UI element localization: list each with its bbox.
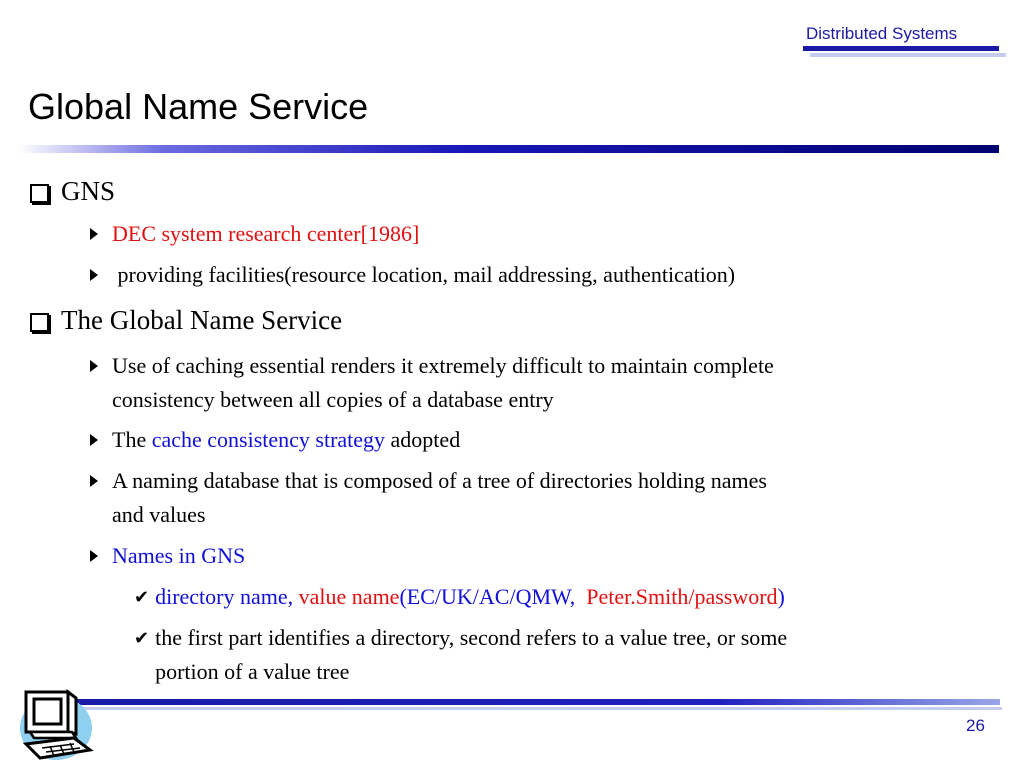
list-item: Names in GNS bbox=[88, 539, 245, 573]
triangle-bullet-icon bbox=[90, 228, 98, 240]
slide-title: Global Name Service bbox=[28, 86, 369, 127]
course-label: Distributed Systems bbox=[806, 24, 958, 43]
square-bullet-icon bbox=[30, 184, 49, 203]
square-bullet-icon bbox=[30, 313, 49, 332]
page-number: 26 bbox=[966, 716, 985, 735]
header-accent-bar bbox=[803, 46, 999, 51]
list-item: providing facilities(resource location, mail addressing, authentication) bbox=[88, 258, 735, 292]
sub-list-item: ✔ the first part identifies a directory, second refers to a value tree, or some portion of a value tree bbox=[134, 621, 787, 689]
list-item: DEC system research center[1986] bbox=[88, 217, 419, 251]
list-item: The cache consistency strategy adopted bbox=[88, 423, 460, 457]
title-divider bbox=[18, 145, 999, 153]
triangle-bullet-icon bbox=[90, 360, 98, 372]
computer-icon bbox=[16, 686, 94, 764]
list-item: Use of caching essential renders it extremely difficult to maintain complete consistency between all copies of a database entry bbox=[88, 349, 774, 417]
triangle-bullet-icon bbox=[90, 434, 98, 446]
list-item: A naming database that is composed of a tree of directories holding names and values bbox=[88, 464, 767, 532]
triangle-bullet-icon bbox=[90, 269, 98, 281]
section-heading-global-name-service: The Global Name Service bbox=[30, 305, 342, 336]
triangle-bullet-icon bbox=[90, 475, 98, 487]
footer-divider-shadow bbox=[62, 707, 1002, 710]
header-accent-shadow bbox=[810, 53, 1006, 57]
sub-list-item: ✔ directory name, value name(EC/UK/AC/QMW, Peter.Smith/password) bbox=[134, 580, 785, 614]
section-heading-gns: GNS bbox=[30, 176, 115, 207]
checkmark-bullet-icon: ✔ bbox=[134, 587, 150, 607]
highlight-term: cache consistency strategy bbox=[151, 427, 386, 452]
footer-divider bbox=[60, 699, 1000, 705]
triangle-bullet-icon bbox=[90, 550, 98, 562]
checkmark-bullet-icon: ✔ bbox=[134, 628, 150, 648]
